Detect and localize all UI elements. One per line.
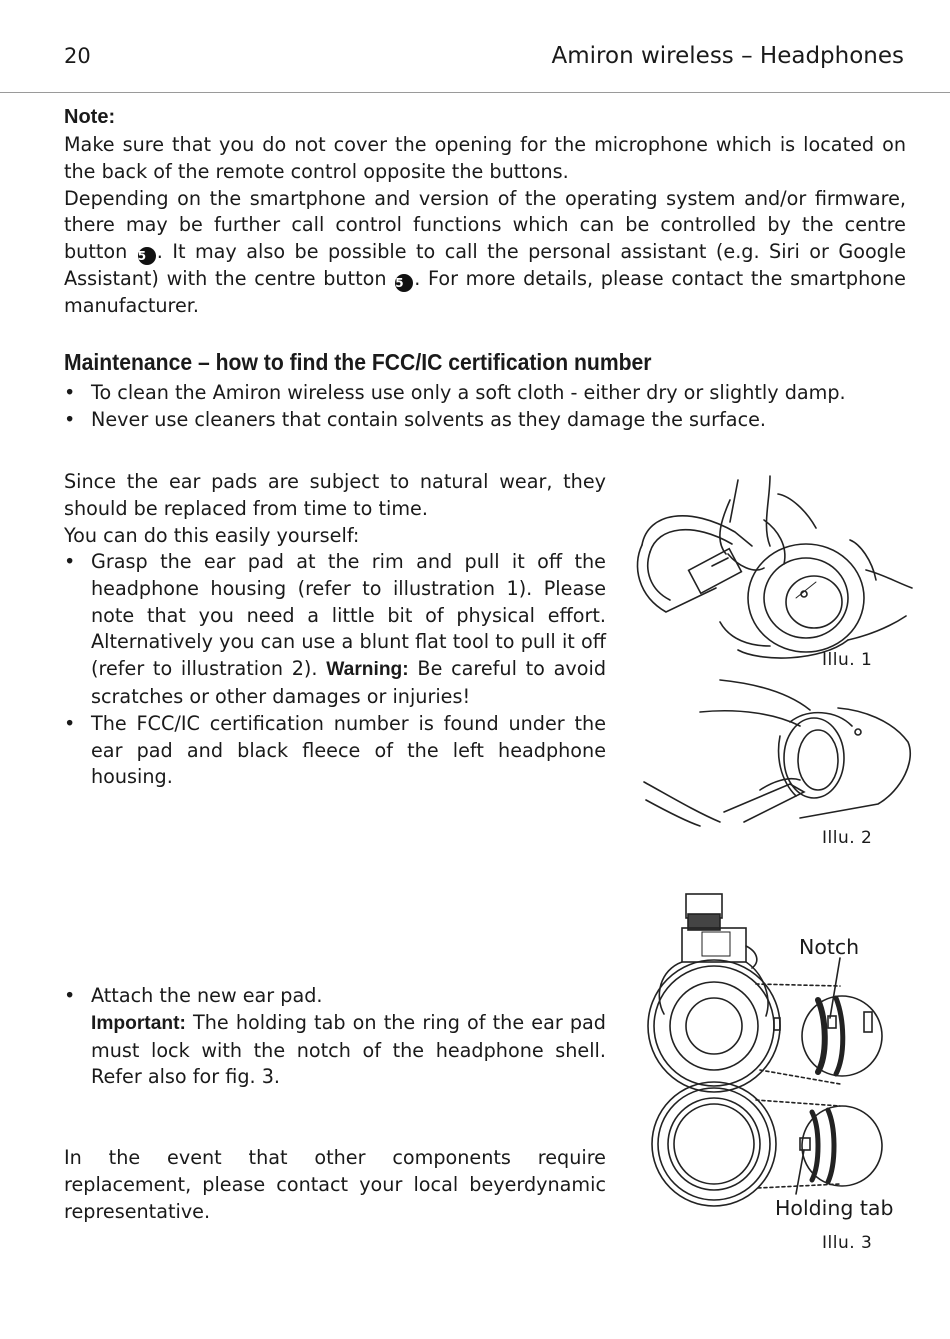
- warning-text: Be careful to avoid scratches or other damages or injuries!: [91, 657, 606, 708]
- centre-button-number-icon: 5: [138, 247, 156, 265]
- note-body: [64, 132, 906, 320]
- list-item: [64, 549, 606, 711]
- note-paragraph-2: [64, 186, 906, 320]
- ear-pads-intro: [64, 469, 606, 549]
- illustration-2-caption: Illu. 2: [822, 828, 873, 848]
- list-item: • To clean the Amiron wireless use only a soft cloth - either dry or slightly damp.: [64, 380, 906, 407]
- maintenance-heading: Maintenance – how to find the FCC/IC certification number: [64, 349, 652, 375]
- notch-label: Notch: [799, 935, 860, 959]
- running-title: Amiron wireless – Headphones: [551, 43, 904, 69]
- maintenance-list: [64, 380, 906, 434]
- attach-list: [64, 983, 606, 1091]
- note-paragraph-1: Make sure that you do not cover the opening for the microphone which is located on the back of the remote control opposite the buttons.: [64, 133, 906, 183]
- note-p2-part-1: Depending on the smartphone and version of the operating system and/or firmware, there may be further call control functions which can be controlled by the centre button: [64, 186, 906, 264]
- warning-label: Warning:: [326, 659, 409, 681]
- illustration-1-caption: Illu. 1: [822, 650, 873, 670]
- list-item: [64, 983, 606, 1091]
- illustration-2: [640, 672, 920, 827]
- note-label: Note:: [64, 106, 116, 128]
- important-label: Important:: [91, 1012, 186, 1034]
- ear-pads-intro-2: You can do this easily yourself:: [64, 523, 360, 547]
- important-text: The holding tab on the ring of the ear pad must lock with the notch of the headphone shell. Refer also for fig. 3.: [91, 1010, 606, 1089]
- contact-paragraph: In the event that other components require replacement, please contact your local beyerdynamic representative.: [64, 1146, 606, 1223]
- illustration-1: [620, 470, 920, 665]
- page-number: 20: [64, 44, 91, 68]
- illustration-3-caption: Illu. 3: [822, 1233, 873, 1253]
- attach-line: Attach the new ear pad.: [91, 984, 323, 1007]
- centre-button-number-icon: 5: [395, 274, 413, 292]
- step-text: Grasp the ear pad at the rim and pull it off the headphone housing (refer to illustration 1). Please note that you need a little bit of physical effort. Alternatively you can use a blunt flat tool to pull it off (refer to illustration 2).: [91, 550, 606, 681]
- ear-pads-intro-text: Since the ear pads are subject to natural wear, they should be replaced from time to time.: [64, 470, 606, 520]
- note-p2-part-3: . For more details, please contact the smartphone manufacturer.: [64, 266, 906, 317]
- holding-tab-label: Holding tab: [775, 1196, 894, 1220]
- list-item: • Never use cleaners that contain solvents as they damage the surface.: [64, 407, 906, 434]
- header-divider: [0, 92, 950, 93]
- list-item: • The FCC/IC certification number is found under the ear pad and black fleece of the left headphone housing.: [64, 711, 606, 791]
- ear-pad-steps-list: [64, 549, 606, 791]
- note-p2-part-2: . It may also be possible to call the personal assistant (e.g. Siri or Google Assistant) with the centre button: [64, 240, 906, 290]
